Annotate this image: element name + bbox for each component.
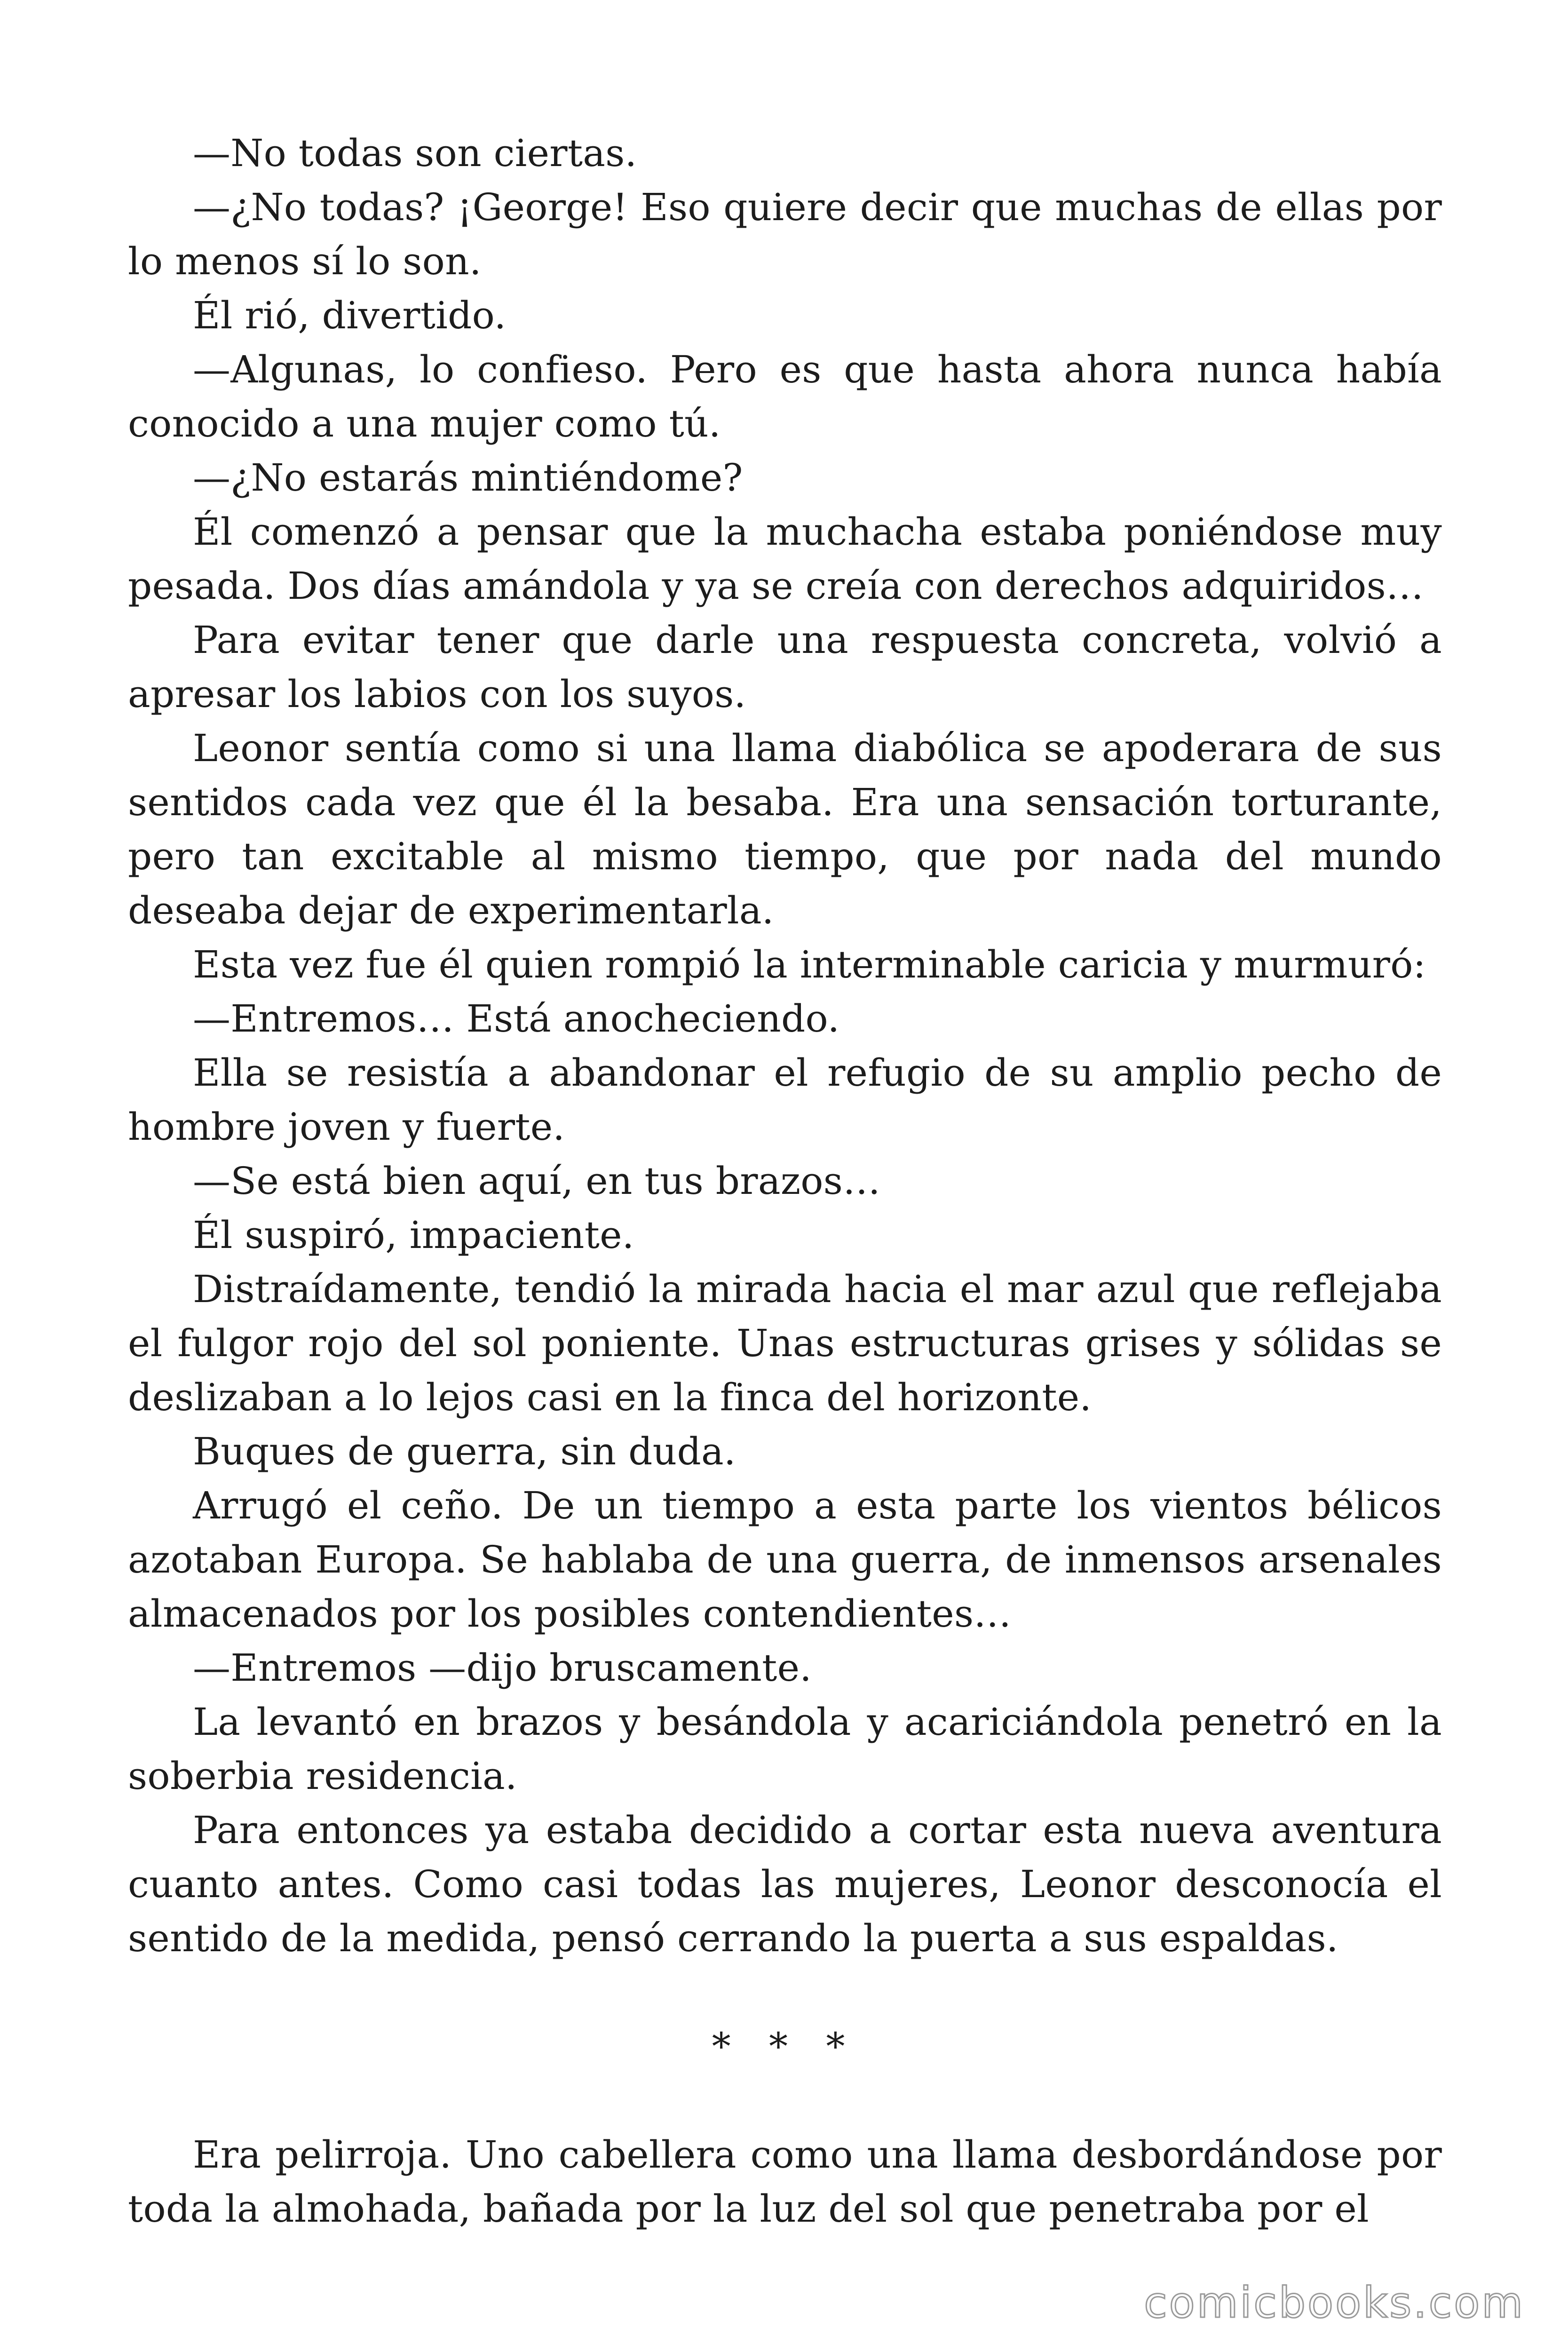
paragraph: Arrugó el ceño. De un tiempo a esta parte los vientos bélicos azotaban Europa. Se hablaba de una guerra, de inmensos arsenales almacenados por los posibles contendientes… [128,1484,1442,1636]
paragraph: —Algunas, lo confieso. Pero es que hasta ahora nunca había conocido a una mujer como tú. [128,348,1442,445]
paragraph: —Entremos… Está anocheciendo. [193,997,840,1041]
scene-break: * * * [712,2025,858,2068]
page-body [128,126,1442,2236]
paragraph: Ella se resistía a abandonar el refugio de su amplio pecho de hombre joven y fuerte. [128,1051,1442,1149]
paragraph: Él rió, divertido. [193,294,507,337]
paragraph: —Entremos —dijo bruscamente. [193,1646,812,1690]
paragraph: Para evitar tener que darle una respuesta concreta, volvió a apresar los labios con los suyos. [128,618,1442,716]
paragraph: —Se está bien aquí, en tus brazos… [193,1159,881,1203]
paragraph: Esta vez fue él quien rompió la interminable caricia y murmuró: [193,943,1426,986]
watermark: comicbooks.com [1144,2278,1525,2328]
paragraph: Para entonces ya estaba decidido a cortar esta nueva aventura cuanto antes. Como casi todas las mujeres, Leonor desconocía el sentido de la medida, pensó cerrando la puerta a sus espaldas. [128,1808,1442,1960]
paragraph: Distraídamente, tendió la mirada hacia el mar azul que reflejaba el fulgor rojo del sol poniente. Unas estructuras grises y sólidas se deslizaban a lo lejos casi en la finca del horizonte. [128,1267,1442,1419]
paragraph: Él suspiró, impaciente. [193,1213,634,1257]
paragraph: Era pelirroja. Uno cabellera como una llama desbordándose por toda la almohada, bañada por la luz del sol que penetraba por el [128,2133,1442,2231]
paragraph: La levantó en brazos y besándola y acariciándola penetró en la soberbia residencia. [128,1700,1442,1798]
paragraph: Buques de guerra, sin duda. [193,1430,736,1473]
paragraph: —¿No todas? ¡George! Eso quiere decir que muchas de ellas por lo menos sí lo son. [128,185,1442,283]
paragraph: —No todas son ciertas. [193,131,637,175]
paragraph: —¿No estarás mintiéndome? [193,456,743,500]
paragraph: Él comenzó a pensar que la muchacha estaba poniéndose muy pesada. Dos días amándola y ya se creía con derechos adquiridos… [128,510,1442,608]
paragraph: Leonor sentía como si una llama diabólica se apoderara de sus sentidos cada vez que él la besaba. Era una sensación torturante, pero tan excitable al mismo tiempo, que por nada del mundo deseaba dejar de experimentarla. [128,726,1442,932]
